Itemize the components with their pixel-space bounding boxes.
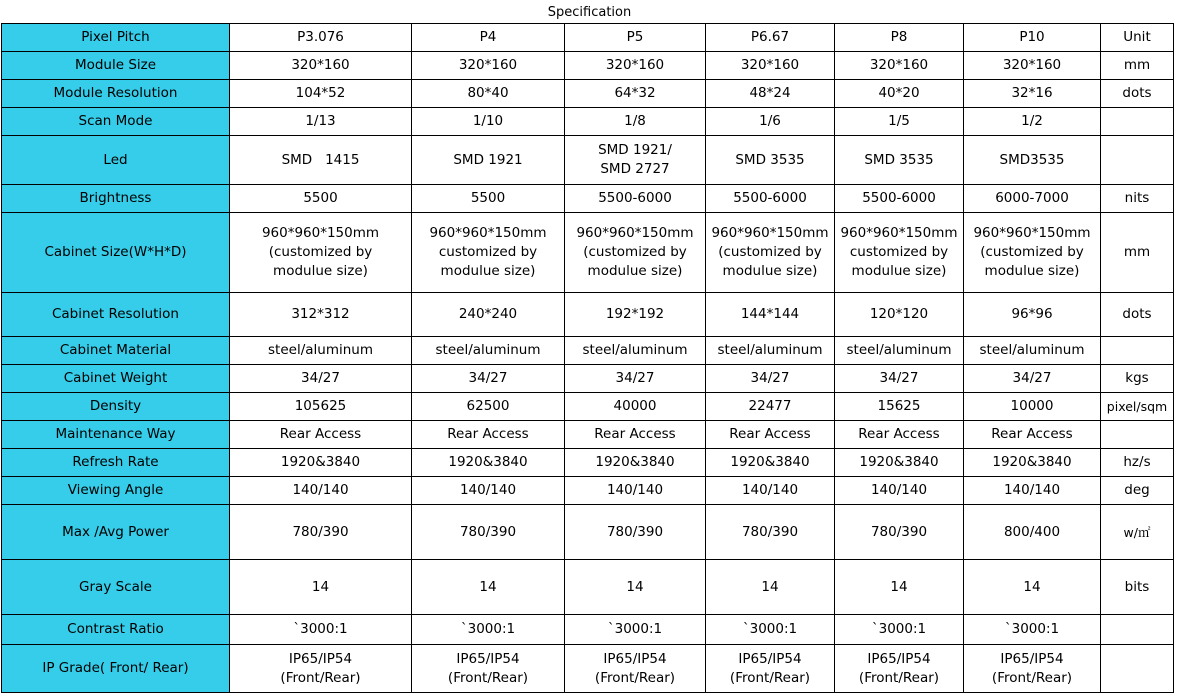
- row-value-cell: Rear Access: [706, 421, 835, 449]
- row-value-cell: 40*20: [835, 80, 964, 108]
- row-value-cell: `3000:1: [565, 615, 706, 645]
- row-value-cell: 120*120: [835, 293, 964, 337]
- row-value-cell: SMD 3535: [706, 136, 835, 185]
- row-value-cell: 1/5: [835, 108, 964, 136]
- row-value-cell: 64*32: [565, 80, 706, 108]
- row-label-cell: Module Resolution: [2, 80, 230, 108]
- table-row: [2, 645, 1174, 693]
- row-value-cell: 14: [706, 560, 835, 615]
- row-value-cell: 320*160: [412, 52, 565, 80]
- row-value-cell: steel/aluminum: [230, 337, 412, 365]
- row-value-cell: steel/aluminum: [835, 337, 964, 365]
- row-value-cell: 140/140: [706, 477, 835, 505]
- row-unit-cell: [1101, 136, 1174, 185]
- row-unit-cell: [1101, 108, 1174, 136]
- row-label-cell: IP Grade( Front/ Rear): [2, 645, 230, 693]
- row-value-cell: 1920&3840: [706, 449, 835, 477]
- row-value-cell: Rear Access: [835, 421, 964, 449]
- row-value-cell: 5500-6000: [835, 185, 964, 213]
- row-value-cell: 140/140: [412, 477, 565, 505]
- row-value-cell: `3000:1: [964, 615, 1101, 645]
- row-value-cell: 1/2: [964, 108, 1101, 136]
- row-value-cell: 960*960*150mm customized by modulue size): [412, 213, 565, 293]
- row-value-cell: 1920&3840: [835, 449, 964, 477]
- row-value-cell: IP65/IP54 (Front/Rear): [706, 645, 835, 693]
- row-value-cell: 1920&3840: [412, 449, 565, 477]
- row-value-cell: 780/390: [706, 505, 835, 560]
- table-row: [2, 108, 1174, 136]
- row-label-cell: Brightness: [2, 185, 230, 213]
- table-row: [2, 136, 1174, 185]
- header-unit-cell: Unit: [1101, 24, 1174, 52]
- row-unit-cell: w/㎡: [1101, 505, 1174, 560]
- row-value-cell: 5500: [230, 185, 412, 213]
- row-value-cell: 140/140: [565, 477, 706, 505]
- row-value-cell: 10000: [964, 393, 1101, 421]
- row-value-cell: 14: [230, 560, 412, 615]
- row-value-cell: steel/aluminum: [565, 337, 706, 365]
- row-value-cell: `3000:1: [835, 615, 964, 645]
- header-model-cell: P10: [964, 24, 1101, 52]
- row-unit-cell: pixel/sqm: [1101, 393, 1174, 421]
- row-value-cell: 34/27: [565, 365, 706, 393]
- row-value-cell: 5500-6000: [565, 185, 706, 213]
- row-value-cell: 14: [412, 560, 565, 615]
- table-row: [2, 337, 1174, 365]
- row-value-cell: 15625: [835, 393, 964, 421]
- row-unit-cell: [1101, 421, 1174, 449]
- row-unit-cell: mm: [1101, 52, 1174, 80]
- table-row: [2, 393, 1174, 421]
- row-value-cell: IP65/IP54 (Front/Rear): [230, 645, 412, 693]
- row-label-cell: Cabinet Material: [2, 337, 230, 365]
- row-value-cell: IP65/IP54 (Front/Rear): [964, 645, 1101, 693]
- table-row: [2, 185, 1174, 213]
- row-value-cell: 80*40: [412, 80, 565, 108]
- row-label-cell: Cabinet Size(W*H*D): [2, 213, 230, 293]
- row-unit-cell: bits: [1101, 560, 1174, 615]
- row-value-cell: 780/390: [230, 505, 412, 560]
- row-value-cell: `3000:1: [706, 615, 835, 645]
- row-value-cell: 320*160: [706, 52, 835, 80]
- row-value-cell: 22477: [706, 393, 835, 421]
- row-value-cell: steel/aluminum: [964, 337, 1101, 365]
- table-row: [2, 80, 1174, 108]
- table-row: [2, 421, 1174, 449]
- row-value-cell: 34/27: [412, 365, 565, 393]
- row-value-cell: 6000-7000: [964, 185, 1101, 213]
- table-row: [2, 449, 1174, 477]
- row-value-cell: 62500: [412, 393, 565, 421]
- table-row: [2, 213, 1174, 293]
- row-label-cell: Contrast Ratio: [2, 615, 230, 645]
- row-value-cell: Rear Access: [230, 421, 412, 449]
- header-model-cell: P6.67: [706, 24, 835, 52]
- row-label-cell: Led: [2, 136, 230, 185]
- header-model-cell: P3.076: [230, 24, 412, 52]
- row-value-cell: 240*240: [412, 293, 565, 337]
- row-value-cell: SMD 1415: [230, 136, 412, 185]
- row-label-cell: Refresh Rate: [2, 449, 230, 477]
- row-value-cell: 1/13: [230, 108, 412, 136]
- table-row: [2, 52, 1174, 80]
- row-label-cell: Cabinet Weight: [2, 365, 230, 393]
- row-value-cell: 140/140: [230, 477, 412, 505]
- row-value-cell: 320*160: [230, 52, 412, 80]
- row-unit-cell: [1101, 337, 1174, 365]
- row-value-cell: IP65/IP54 (Front/Rear): [565, 645, 706, 693]
- row-value-cell: 104*52: [230, 80, 412, 108]
- row-value-cell: IP65/IP54 (Front/Rear): [412, 645, 565, 693]
- row-value-cell: 320*160: [835, 52, 964, 80]
- row-value-cell: 780/390: [565, 505, 706, 560]
- row-value-cell: 105625: [230, 393, 412, 421]
- row-value-cell: SMD3535: [964, 136, 1101, 185]
- table-row: [2, 615, 1174, 645]
- header-model-cell: P5: [565, 24, 706, 52]
- row-value-cell: SMD 3535: [835, 136, 964, 185]
- table-header-row: [2, 24, 1174, 52]
- row-label-cell: Maintenance Way: [2, 421, 230, 449]
- row-label-cell: Viewing Angle: [2, 477, 230, 505]
- row-label-cell: Module Size: [2, 52, 230, 80]
- row-value-cell: 144*144: [706, 293, 835, 337]
- row-value-cell: 1920&3840: [964, 449, 1101, 477]
- row-value-cell: 1920&3840: [565, 449, 706, 477]
- row-value-cell: 140/140: [964, 477, 1101, 505]
- row-value-cell: 40000: [565, 393, 706, 421]
- row-label-cell: Max /Avg Power: [2, 505, 230, 560]
- row-unit-cell: [1101, 615, 1174, 645]
- row-value-cell: `3000:1: [412, 615, 565, 645]
- row-label-cell: Gray Scale: [2, 560, 230, 615]
- spec-table: [1, 23, 1174, 693]
- row-value-cell: Rear Access: [412, 421, 565, 449]
- row-value-cell: 192*192: [565, 293, 706, 337]
- row-label-cell: Scan Mode: [2, 108, 230, 136]
- row-unit-cell: hz/s: [1101, 449, 1174, 477]
- row-value-cell: 5500: [412, 185, 565, 213]
- row-value-cell: 1/8: [565, 108, 706, 136]
- row-value-cell: IP65/IP54 (Front/Rear): [835, 645, 964, 693]
- row-value-cell: 34/27: [964, 365, 1101, 393]
- row-value-cell: 14: [964, 560, 1101, 615]
- row-value-cell: 1920&3840: [230, 449, 412, 477]
- row-value-cell: 960*960*150mm customized by modulue size): [835, 213, 964, 293]
- row-value-cell: 960*960*150mm (customized by modulue size): [706, 213, 835, 293]
- row-value-cell: 5500-6000: [706, 185, 835, 213]
- row-value-cell: 960*960*150mm (customized by modulue size): [964, 213, 1101, 293]
- row-value-cell: 960*960*150mm (customized by modulue size): [565, 213, 706, 293]
- row-value-cell: `3000:1: [230, 615, 412, 645]
- row-value-cell: 312*312: [230, 293, 412, 337]
- row-value-cell: 48*24: [706, 80, 835, 108]
- row-value-cell: Rear Access: [565, 421, 706, 449]
- row-value-cell: 780/390: [412, 505, 565, 560]
- row-value-cell: 780/390: [835, 505, 964, 560]
- row-unit-cell: dots: [1101, 80, 1174, 108]
- row-value-cell: steel/aluminum: [706, 337, 835, 365]
- row-value-cell: 34/27: [706, 365, 835, 393]
- row-unit-cell: mm: [1101, 213, 1174, 293]
- row-value-cell: 14: [565, 560, 706, 615]
- row-value-cell: 34/27: [230, 365, 412, 393]
- table-row: [2, 560, 1174, 615]
- row-unit-cell: nits: [1101, 185, 1174, 213]
- row-value-cell: 320*160: [964, 52, 1101, 80]
- row-value-cell: 34/27: [835, 365, 964, 393]
- table-row: [2, 293, 1174, 337]
- header-label-cell: Pixel Pitch: [2, 24, 230, 52]
- row-unit-cell: deg: [1101, 477, 1174, 505]
- row-value-cell: 140/140: [835, 477, 964, 505]
- row-value-cell: Rear Access: [964, 421, 1101, 449]
- table-row: [2, 365, 1174, 393]
- row-value-cell: 14: [835, 560, 964, 615]
- row-label-cell: Density: [2, 393, 230, 421]
- row-value-cell: 1/10: [412, 108, 565, 136]
- row-value-cell: 800/400: [964, 505, 1101, 560]
- row-value-cell: SMD 1921: [412, 136, 565, 185]
- row-value-cell: steel/aluminum: [412, 337, 565, 365]
- row-unit-cell: [1101, 645, 1174, 693]
- row-value-cell: 960*960*150mm (customized by modulue size): [230, 213, 412, 293]
- row-value-cell: 96*96: [964, 293, 1101, 337]
- row-unit-cell: kgs: [1101, 365, 1174, 393]
- row-value-cell: SMD 1921/ SMD 2727: [565, 136, 706, 185]
- row-unit-cell: dots: [1101, 293, 1174, 337]
- header-model-cell: P8: [835, 24, 964, 52]
- table-caption: Specification: [547, 5, 632, 20]
- row-value-cell: 32*16: [964, 80, 1101, 108]
- header-model-cell: P4: [412, 24, 565, 52]
- table-row: [2, 477, 1174, 505]
- row-label-cell: Cabinet Resolution: [2, 293, 230, 337]
- row-value-cell: 320*160: [565, 52, 706, 80]
- table-row: [2, 505, 1174, 560]
- row-value-cell: 1/6: [706, 108, 835, 136]
